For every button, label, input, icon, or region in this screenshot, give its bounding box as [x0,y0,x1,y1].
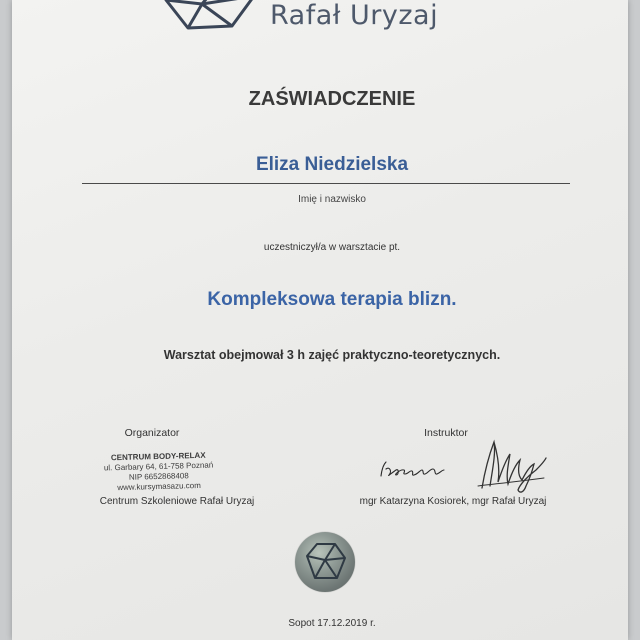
issue-date-place: Sopot 17.12.2019 r. [288,618,376,629]
organizer-name: Centrum Szkoleniowe Rafał Uryzaj [99,496,255,507]
stamp-line: NIP 6652868408 [128,471,189,482]
workshop-title: Kompleksowa terapia blizn. [207,289,457,310]
certificate-title: ZAŚWIADCZENIE [248,88,416,110]
participation-text: uczestniczył/a w warsztacie pt. [263,242,401,253]
organizer-label: Organizator [124,427,180,439]
stamp-line: CENTRUM BODY-RELAX [110,450,206,463]
signature-uryzaj [474,436,554,502]
stamp-line: ul. Garbary 64, 61-758 Poznań [103,460,214,473]
polygon-gem-logo-icon [162,0,258,34]
organizer-stamp [103,451,213,494]
recipient-name: Eliza Niedzielska [255,154,409,175]
instructor-names: mgr Katarzyna Kosiorek, mgr Rafał Uryzaj [359,496,547,507]
name-underline [82,183,570,184]
holographic-seal-icon [295,532,355,592]
stamp-line: www.kursymasazu.com [117,480,201,493]
name-caption: Imię i nazwisko [298,194,366,205]
brand-name: Rafał Uryzaj [270,0,439,31]
instructor-label: Instruktor [424,427,468,439]
workshop-hours: Warsztat obejmował 3 h zajęć praktyczno-teoretycznych. [163,348,501,362]
certificate-paper [12,0,628,640]
signature-kosiorek [378,458,458,486]
